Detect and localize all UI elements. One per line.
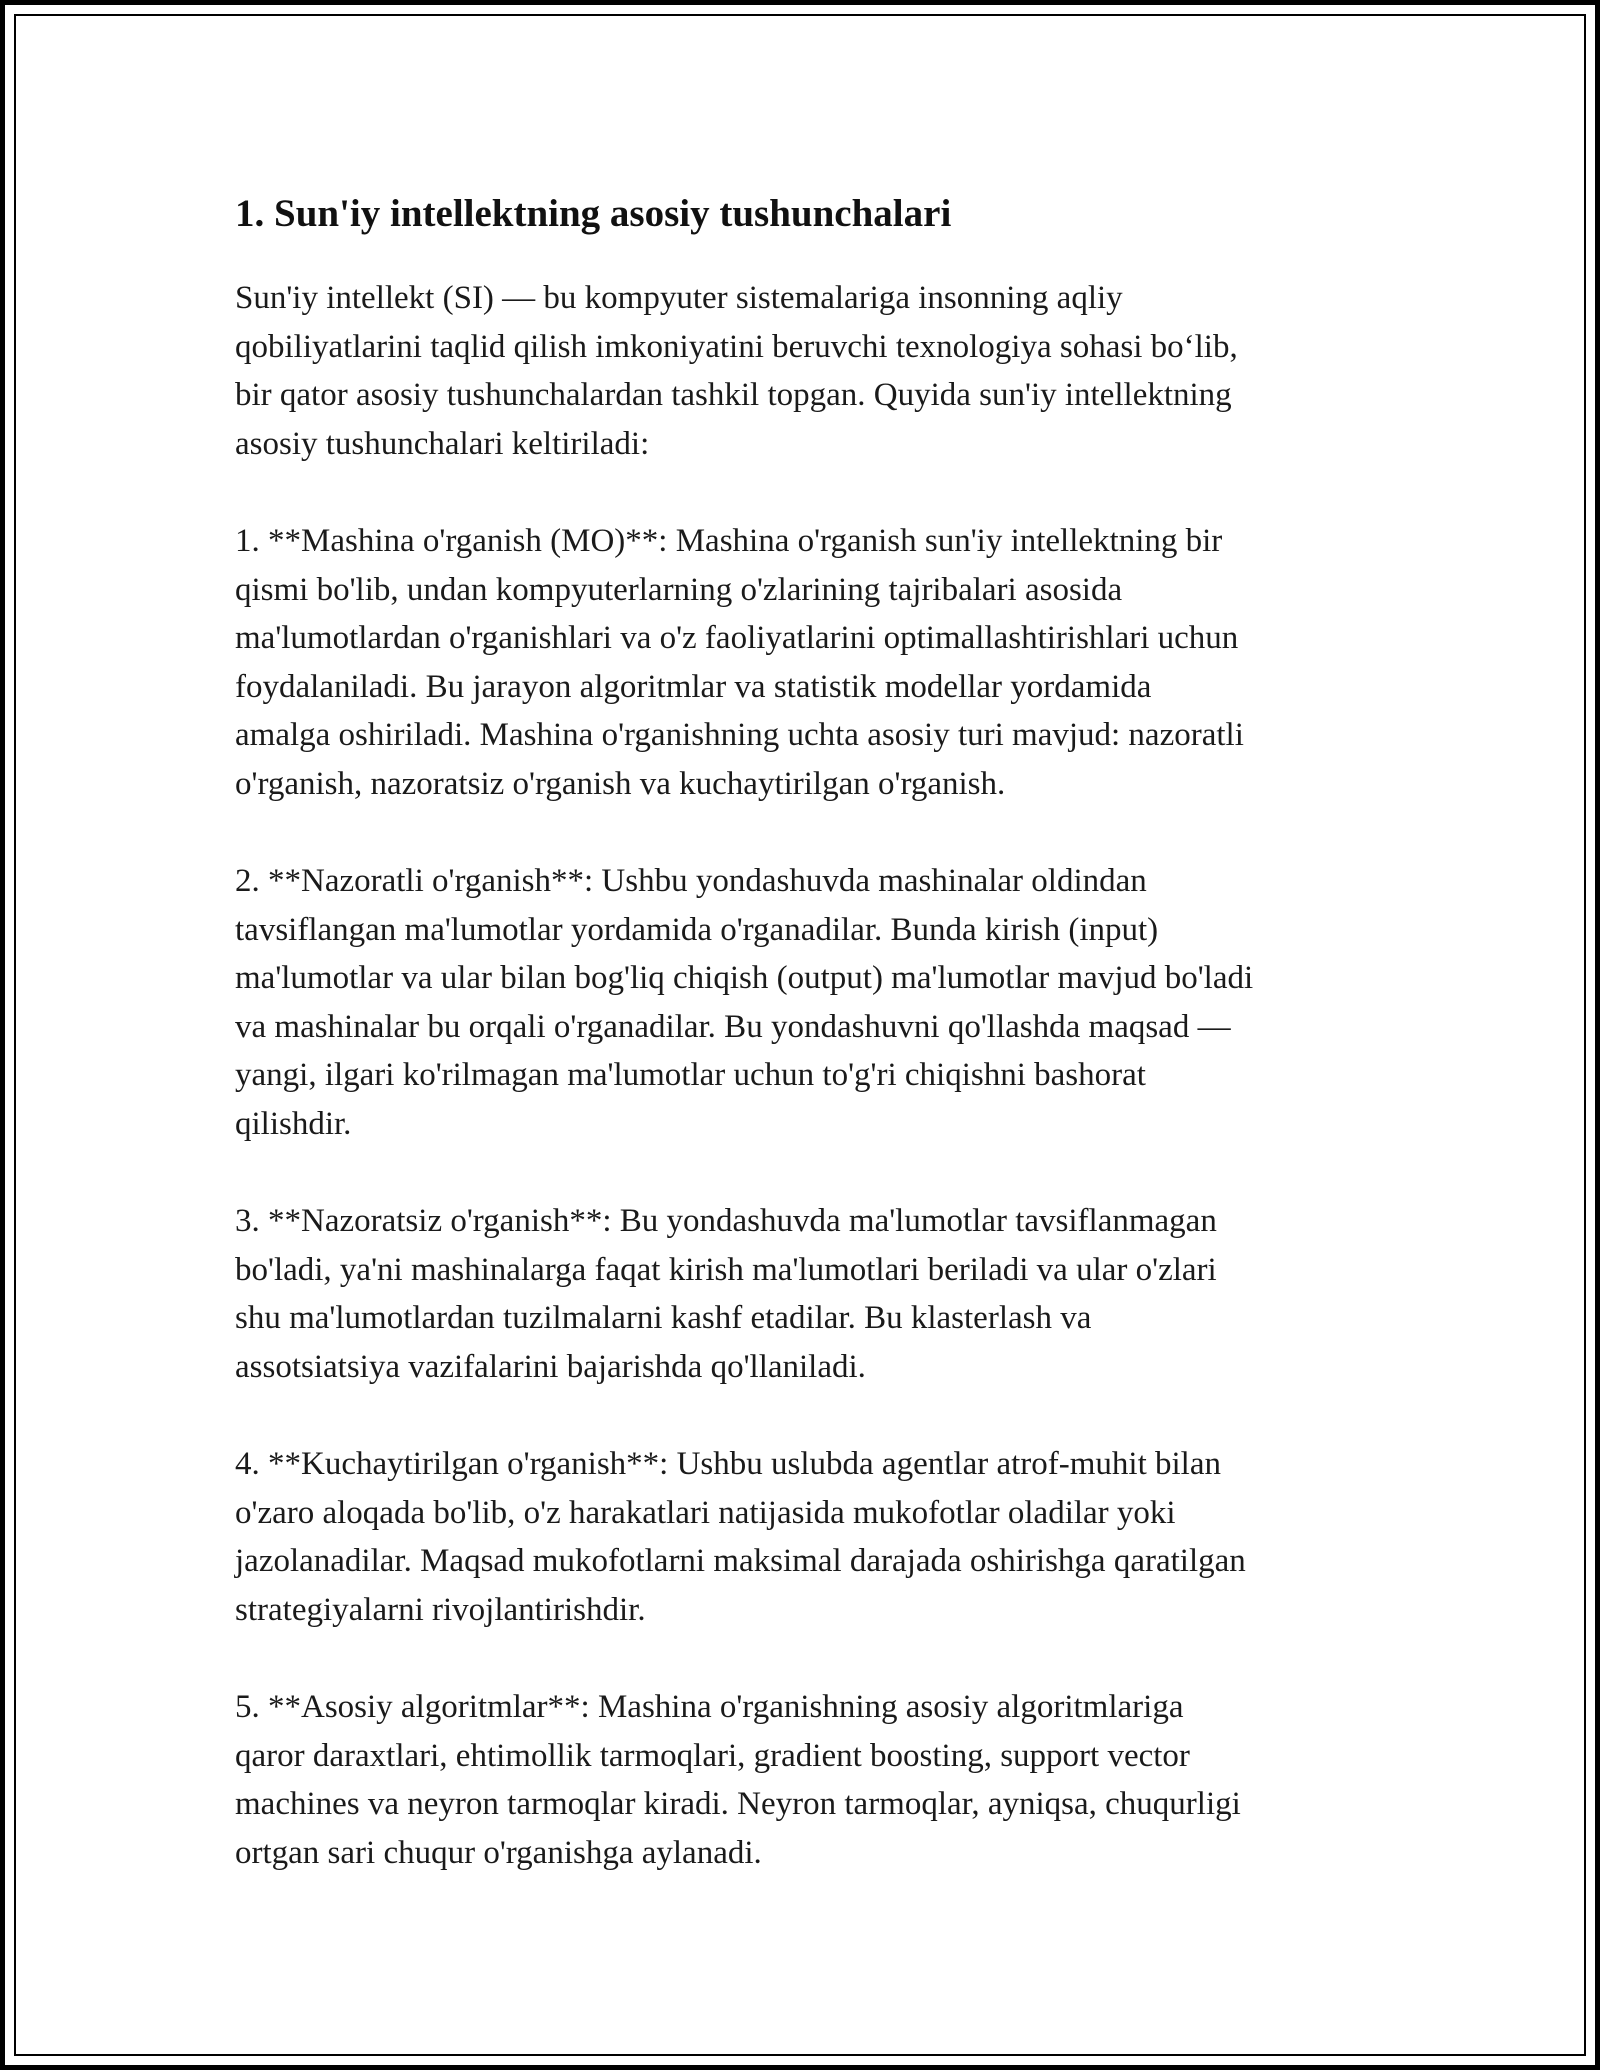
intro-paragraph: Sun'iy intellekt (SI) — bu kompyuter sistemalariga insonning aqliy qobiliyatlarini taqlid qilish imkoniyatini beruvchi texnologiya sohasi bo‘lib, bir qator asosiy tushunchalardan tashkil topgan. Quyida sun'iy intellektning asosiy tushunchalari keltiriladi: (235, 280, 1238, 462)
paragraph-supervised-learning: 2. **Nazoratli o'rganish**: Ushbu yondashuvda mashinalar oldindan tavsiflangan ma'lumotlar yordamida o'rganadilar. Bunda kirish (input) ma'lumotlar va ular bilan bog'liq chiqish (output) ma'lumotlar mavjud bo'ladi va mashinalar bu orqali o'rganadilar. Bu yondashuvni qo'llashda maqsad — yangi, ilgari ko'rilmagan ma'lumotlar uchun to'g'ri chiqishni bashorat qilishdir. (235, 863, 1254, 1142)
paragraph-unsupervised-learning: 3. **Nazoratsiz o'rganish**: Bu yondashuvda ma'lumotlar tavsiflanmagan bo'ladi, ya'ni mashinalarga faqat kirish ma'lumotlari beriladi va ular o'zlari shu ma'lumotlardan tuzilmalarni kashf etadilar. Bu klasterlash va assotsiatsiya vazifalarini bajarishda qo'llaniladi. (235, 1203, 1217, 1385)
paragraph-core-algorithms: 5. **Asosiy algoritmlar**: Mashina o'rganishning asosiy algoritmlariga qaror daraxtlari, ehtimollik tarmoqlari, gradient boosting, support vector machines va neyron tarmoqlar kiradi. Neyron tarmoqlar, ayniqsa, chuqurligi ortgan sari chuqur o'rganishga aylanadi. (235, 1689, 1241, 1871)
document-heading: 1. Sun'iy intellektning asosiy tushunchalari (235, 192, 952, 235)
document-body (235, 182, 1385, 1926)
paragraph-machine-learning: 1. **Mashina o'rganish (MO)**: Mashina o'rganish sun'iy intellektning bir qismi bo'lib, undan kompyuterlarning o'zlarining tajribalari asosida ma'lumotlardan o'rganishlari va o'z faoliyatlarini optimallashtirishlari uchun foydalaniladi. Bu jarayon algoritmlar va statistik modellar yordamida amalga oshiriladi. Mashina o'rganishning uchta asosiy turi mavjud: nazoratli o'rganish, nazoratsiz o'rganish va kuchaytirilgan o'rganish. (235, 523, 1244, 802)
paragraph-reinforcement-learning: 4. **Kuchaytirilgan o'rganish**: Ushbu uslubda agentlar atrof-muhit bilan o'zaro aloqada bo'lib, o'z harakatlari natijasida mukofotlar oladilar yoki jazolanadilar. Maqsad mukofotlarni maksimal darajada oshirishga qaratilgan strategiyalarni rivojlantirishdir. (235, 1446, 1246, 1628)
